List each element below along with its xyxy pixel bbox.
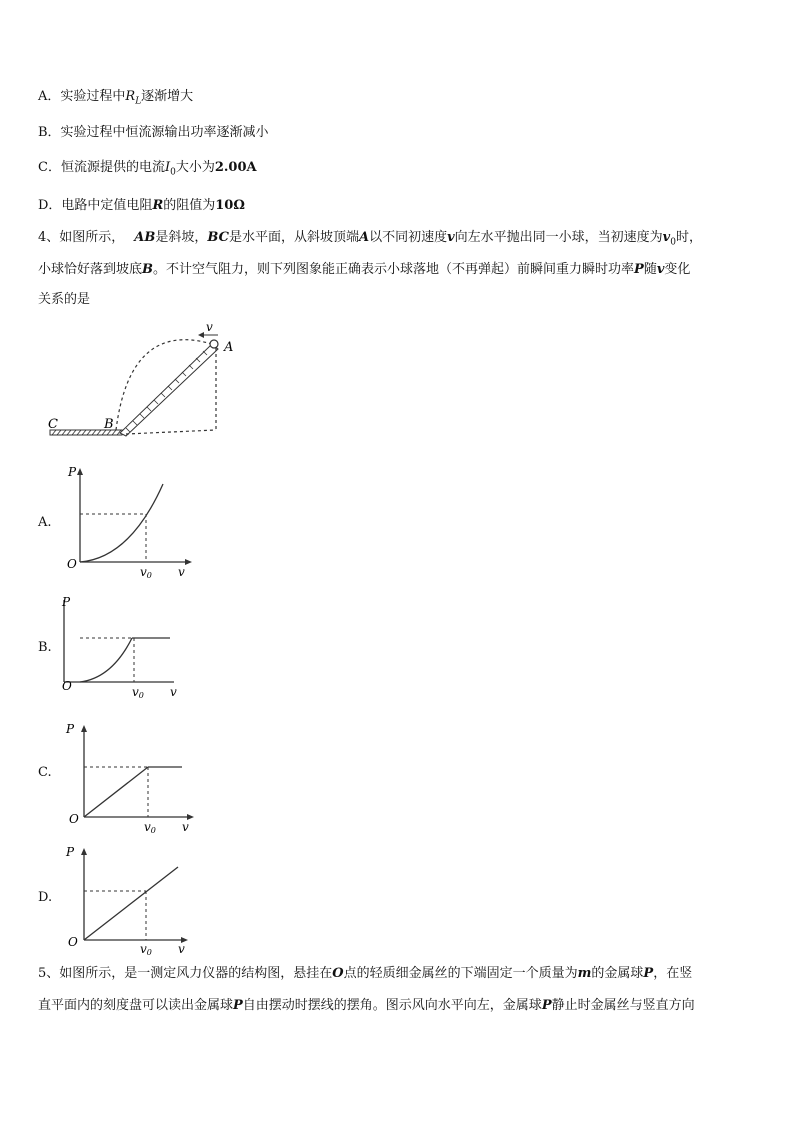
label-a: A [224,340,234,355]
line-rise [84,767,148,817]
text: 以不同初速度 [369,230,448,245]
axis-p: P [68,465,77,479]
text: 小球恰好落到坡底 [38,262,143,277]
symbol: AB [134,230,156,245]
q4-line1 [38,230,702,251]
symbol: BC [207,230,229,245]
option-b-prev [38,125,269,141]
value: 2.00A [214,160,257,175]
option-d-label: D. [38,890,53,905]
text: 变化 [664,262,691,277]
text: 5、如图所示，是一测定风力仪器的结构图，悬挂在 [38,966,333,981]
y-arrow [77,468,83,475]
ball [210,340,218,348]
text: 直平面内的刻度盘可以读出金属球 [38,998,234,1013]
option-text: B．实验过程中恒流源输出功率逐渐减小 [38,125,269,140]
option-c-label: C. [38,765,52,780]
text: 是水平面，从斜坡顶端 [228,230,359,245]
tick-v0: v0 [144,820,156,835]
symbol: v [447,230,455,245]
x-arrow [185,559,192,565]
curve [80,484,163,562]
text: 4、如图所示， [38,230,125,245]
origin: O [68,935,78,949]
tick-v0: v0 [140,565,152,580]
graph-c [62,715,202,835]
symbol: P [634,262,644,277]
q4-line2 [38,262,690,278]
option-a-label: A. [38,515,52,530]
text: ，在竖 [653,966,693,981]
text: 自由摆动时摆线的摆角。图示风向水平向左，金属球 [242,998,542,1013]
axis-p: P [66,845,75,859]
symbol: v [656,262,665,277]
option-text: 逐渐增大 [141,89,194,104]
text: 静止时金属丝与竖直方向 [551,998,695,1013]
option-c-prev [38,160,257,181]
text: 点的轻质细金属丝的下端固定一个质量为 [343,966,578,981]
graph-b [52,588,192,700]
axis-v: v [170,685,177,699]
option-text: 的阻值为 [163,198,216,213]
label-c: C [48,417,58,432]
option-text: 大小为 [175,160,215,175]
symbol: A [358,230,370,245]
y-arrow [81,848,87,855]
line-rise [84,867,178,940]
q4-line3: 关系的是 [38,292,91,307]
axis-v: v [178,942,185,955]
q5-line1 [38,966,692,982]
symbol: I [164,160,171,175]
symbol: m [577,966,592,981]
symbol: P [541,998,552,1013]
symbol: P [233,998,243,1013]
text: 的金属球 [591,966,644,981]
option-text: C．恒流源提供的电流 [38,160,165,175]
axis-p: P [62,595,71,609]
tick-v0: v0 [132,685,144,700]
symbol: O [332,966,344,981]
symbol: P [643,966,654,981]
symbol: R [152,198,164,213]
graph-a [60,462,200,582]
velocity-arrowhead [198,332,204,338]
subscript: 0 [170,167,176,178]
label-b: B [104,417,114,432]
graph-d [62,840,202,955]
symbol: R [125,89,136,104]
origin: O [62,679,72,693]
subscript: L [135,96,142,107]
axis-v: v [182,820,189,834]
subscript: 0 [670,237,676,248]
option-text: D．电路中定值电阻 [38,198,153,213]
option-a-prev [38,89,193,110]
tick-v0: v0 [140,942,152,955]
y-arrow [81,725,87,732]
option-d-prev [38,198,245,214]
option-text: A．实验过程中 [38,89,126,104]
option-b-label: B. [38,640,52,655]
text: 是斜坡， [155,230,208,245]
slope-figure [40,320,260,445]
text: 时， [675,230,702,245]
q5-line2 [38,998,695,1014]
origin: O [67,557,77,571]
text: 。不计空气阻力，则下列图象能正确表示小球落地（不再弹起）前瞬间重力瞬时功率 [153,262,635,277]
origin: O [69,812,79,826]
helper-horizontal [126,430,216,434]
label-v: v [206,320,213,334]
text: 随 [643,262,657,277]
axis-v: v [178,565,185,579]
axis-p: P [66,722,75,736]
symbol: B [142,262,154,277]
symbol: v [662,230,671,245]
curve [80,638,132,682]
value: 10Ω [215,198,245,213]
trajectory [116,340,212,430]
text: 向左水平抛出同一小球，当初速度为 [454,230,663,245]
